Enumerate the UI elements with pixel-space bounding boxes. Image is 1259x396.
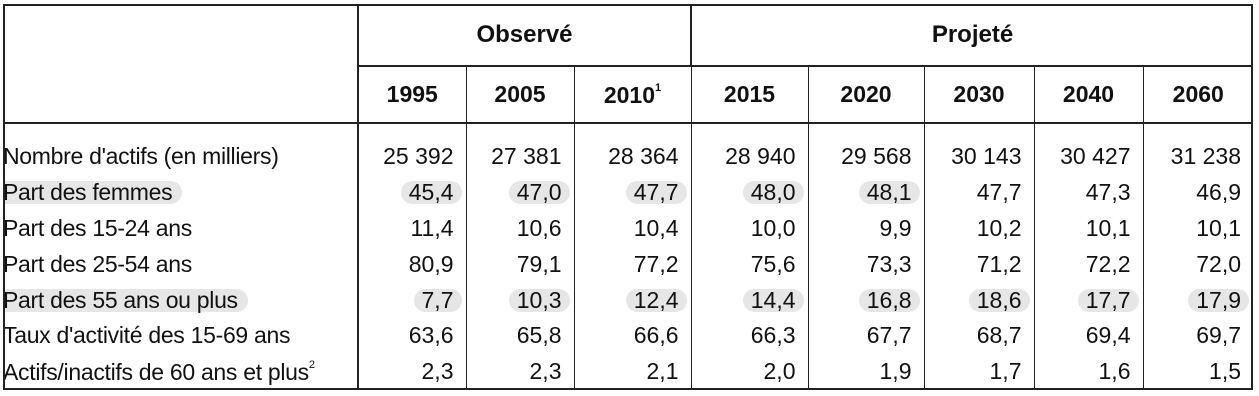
table-row bbox=[3, 210, 1253, 246]
cell-value: 48,0 bbox=[743, 181, 804, 204]
row-label-text-wrap bbox=[3, 322, 290, 348]
row-label-text-wrap bbox=[3, 251, 192, 277]
row-label bbox=[3, 282, 358, 318]
table-cell bbox=[808, 282, 924, 318]
table-cell bbox=[358, 318, 466, 354]
row-label-text-wrap bbox=[3, 286, 248, 313]
table-row bbox=[3, 318, 1253, 354]
cell-value: 72,2 bbox=[1085, 250, 1131, 277]
year-header-2030 bbox=[924, 66, 1034, 123]
spacer-cell bbox=[1034, 123, 1143, 138]
spacer-cell bbox=[1143, 123, 1253, 138]
table-cell bbox=[808, 354, 924, 390]
table-cell bbox=[691, 210, 808, 246]
row-label-text: Taux d'activité des 15-69 ans bbox=[3, 322, 291, 349]
row-label bbox=[3, 246, 358, 282]
table-cell bbox=[1034, 138, 1143, 174]
table-cell bbox=[924, 246, 1034, 282]
spacer-cell bbox=[3, 123, 358, 138]
cell-value: 45,4 bbox=[401, 181, 462, 204]
table-cell bbox=[574, 174, 691, 210]
cell-value: 10,0 bbox=[750, 214, 796, 241]
row-label-text: Part des 15-24 ans bbox=[3, 214, 192, 241]
table-cell bbox=[808, 174, 924, 210]
table-cell bbox=[574, 282, 691, 318]
year-label: 2040 bbox=[1062, 81, 1115, 108]
table-row bbox=[3, 138, 1253, 174]
year-label: 2010 bbox=[603, 81, 656, 108]
footnote-marker: 1 bbox=[655, 81, 662, 94]
cell-value: 10,4 bbox=[633, 214, 679, 241]
cell-value: 31 238 bbox=[1170, 142, 1242, 169]
cell-value: 69,7 bbox=[1196, 322, 1242, 349]
spacer-cell bbox=[574, 123, 691, 138]
cell-value: 17,7 bbox=[1078, 289, 1139, 312]
cell-value: 7,7 bbox=[414, 289, 462, 312]
table-cell bbox=[1034, 354, 1143, 390]
cell-value: 10,6 bbox=[516, 214, 562, 241]
table-row bbox=[3, 354, 1253, 390]
table-cell bbox=[466, 282, 574, 318]
table-cell bbox=[358, 138, 466, 174]
table-cell bbox=[691, 282, 808, 318]
cell-value: 30 427 bbox=[1060, 142, 1131, 169]
cell-value: 1,5 bbox=[1209, 358, 1242, 385]
cell-value: 48,1 bbox=[859, 181, 920, 204]
table-cell bbox=[1034, 282, 1143, 318]
table-cell bbox=[466, 174, 574, 210]
cell-value: 47,7 bbox=[976, 178, 1022, 205]
table-cell bbox=[691, 318, 808, 354]
cell-value: 17,9 bbox=[1188, 289, 1249, 312]
table-cell bbox=[1143, 246, 1253, 282]
table-cell bbox=[358, 246, 466, 282]
cell-value: 63,6 bbox=[408, 322, 454, 349]
spacer-cell bbox=[358, 123, 466, 138]
row-label-text-wrap bbox=[3, 178, 182, 205]
year-header-2015 bbox=[691, 66, 808, 123]
cell-value: 2,3 bbox=[529, 358, 562, 385]
cell-value: 28 940 bbox=[725, 142, 796, 169]
table-cell bbox=[358, 354, 466, 390]
year-label: 2020 bbox=[840, 81, 892, 108]
cell-value: 69,4 bbox=[1085, 322, 1131, 349]
year-header-2040 bbox=[1034, 66, 1143, 123]
table-cell bbox=[808, 138, 924, 174]
cell-value: 72,0 bbox=[1196, 250, 1242, 277]
cell-value: 9,9 bbox=[879, 214, 912, 241]
cell-value: 67,7 bbox=[866, 322, 912, 349]
table-cell bbox=[1034, 318, 1143, 354]
cell-value: 47,3 bbox=[1085, 178, 1131, 205]
cell-value: 1,6 bbox=[1098, 358, 1131, 385]
cell-value: 10,1 bbox=[1196, 214, 1242, 241]
year-label: 2030 bbox=[953, 81, 1005, 108]
table-cell bbox=[924, 138, 1034, 174]
table-cell bbox=[924, 174, 1034, 210]
table-cell bbox=[924, 318, 1034, 354]
table-cell bbox=[691, 174, 808, 210]
cell-value: 25 392 bbox=[383, 142, 454, 169]
cell-value: 1,9 bbox=[879, 358, 912, 385]
cell-value: 10,2 bbox=[976, 214, 1022, 241]
table-cell bbox=[466, 354, 574, 390]
cell-value: 18,6 bbox=[969, 289, 1030, 312]
corner-cell bbox=[3, 4, 358, 66]
year-label: 1995 bbox=[386, 81, 438, 108]
table-cell bbox=[466, 246, 574, 282]
cell-value: 29 568 bbox=[841, 142, 912, 169]
cell-value: 2,1 bbox=[646, 358, 679, 385]
cell-value: 47,0 bbox=[509, 181, 570, 204]
table-cell bbox=[1034, 246, 1143, 282]
row-label-text: Part des 55 ans ou plus bbox=[3, 286, 238, 313]
row-label-text: Part des femmes bbox=[3, 178, 173, 205]
row-label bbox=[3, 210, 358, 246]
cell-value: 10,1 bbox=[1085, 214, 1131, 241]
cell-value: 66,6 bbox=[633, 322, 679, 349]
table-cell bbox=[808, 318, 924, 354]
labor-force-table bbox=[3, 4, 1253, 390]
table-cell bbox=[574, 138, 691, 174]
cell-value: 11,4 bbox=[410, 214, 454, 241]
cell-value: 66,3 bbox=[750, 322, 796, 349]
table-row bbox=[3, 174, 1253, 210]
table-cell bbox=[691, 246, 808, 282]
table-row bbox=[3, 282, 1253, 318]
cell-value: 46,9 bbox=[1196, 178, 1242, 205]
corner-cell bbox=[3, 66, 358, 123]
group-observed: Observé bbox=[358, 4, 691, 66]
cell-value: 27 381 bbox=[491, 142, 562, 169]
spacer-row bbox=[3, 123, 1253, 138]
spacer-cell bbox=[691, 123, 808, 138]
table-cell bbox=[574, 318, 691, 354]
cell-value: 16,8 bbox=[859, 289, 920, 312]
year-label: 2060 bbox=[1172, 81, 1224, 108]
year-header-2010 bbox=[574, 66, 691, 123]
table-cell bbox=[574, 246, 691, 282]
table-cell bbox=[358, 282, 466, 318]
row-label bbox=[3, 354, 358, 390]
table-cell bbox=[358, 174, 466, 210]
group-header-row bbox=[3, 4, 1253, 66]
cell-value: 12,4 bbox=[626, 289, 687, 312]
row-label bbox=[3, 318, 358, 354]
year-header-2020 bbox=[808, 66, 924, 123]
cell-value: 68,7 bbox=[976, 322, 1022, 349]
table-cell bbox=[466, 318, 574, 354]
spacer-cell bbox=[924, 123, 1034, 138]
footnote-marker: 2 bbox=[308, 358, 315, 371]
table-cell bbox=[691, 138, 808, 174]
table-cell bbox=[574, 210, 691, 246]
table-cell bbox=[691, 354, 808, 390]
table-cell bbox=[466, 210, 574, 246]
row-label-text-wrap bbox=[3, 143, 279, 169]
cell-value: 2,0 bbox=[763, 358, 796, 385]
cell-value: 71,2 bbox=[976, 250, 1022, 277]
cell-value: 2,3 bbox=[421, 358, 454, 385]
row-label-text: Nombre d'actifs (en milliers) bbox=[3, 142, 279, 169]
spacer-cell bbox=[466, 123, 574, 138]
table-row bbox=[3, 246, 1253, 282]
table-cell bbox=[574, 354, 691, 390]
cell-value: 47,7 bbox=[626, 181, 687, 204]
table-cell bbox=[1143, 282, 1253, 318]
cell-value: 79,1 bbox=[516, 250, 562, 277]
row-label bbox=[3, 174, 358, 210]
table-cell bbox=[924, 282, 1034, 318]
table-cell bbox=[358, 210, 466, 246]
year-label: 2005 bbox=[494, 81, 546, 108]
table-cell bbox=[808, 210, 924, 246]
table-cell bbox=[466, 138, 574, 174]
row-label-text: Part des 25-54 ans bbox=[3, 250, 192, 277]
row-label-text-wrap bbox=[3, 359, 315, 385]
table-cell bbox=[1143, 210, 1253, 246]
cell-value: 1,7 bbox=[989, 358, 1022, 385]
group-projected: Projeté bbox=[691, 4, 1253, 66]
cell-value: 75,6 bbox=[750, 250, 796, 277]
year-header-1995 bbox=[358, 66, 466, 123]
year-header-row bbox=[3, 66, 1253, 123]
row-label-text-wrap bbox=[3, 215, 192, 241]
table-cell bbox=[1143, 318, 1253, 354]
table-cell bbox=[924, 354, 1034, 390]
table-cell bbox=[924, 210, 1034, 246]
cell-value: 80,9 bbox=[408, 250, 454, 277]
table-cell bbox=[808, 246, 924, 282]
year-header-2005 bbox=[466, 66, 574, 123]
table-cell bbox=[1034, 210, 1143, 246]
table-cell bbox=[1143, 138, 1253, 174]
cell-value: 10,3 bbox=[509, 289, 570, 312]
table-cell bbox=[1034, 174, 1143, 210]
row-label bbox=[3, 138, 358, 174]
cell-value: 28 364 bbox=[608, 142, 679, 169]
row-label-text: Actifs/inactifs de 60 ans et plus bbox=[3, 358, 309, 385]
cell-value: 14,4 bbox=[743, 289, 804, 312]
table-cell bbox=[1143, 174, 1253, 210]
cell-value: 77,2 bbox=[633, 250, 679, 277]
year-label: 2015 bbox=[723, 81, 776, 108]
table-cell bbox=[1143, 354, 1253, 390]
cell-value: 65,8 bbox=[516, 322, 562, 349]
cell-value: 30 143 bbox=[951, 142, 1022, 169]
cell-value: 73,3 bbox=[866, 250, 912, 277]
year-header-2060 bbox=[1143, 66, 1253, 123]
spacer-cell bbox=[808, 123, 924, 138]
